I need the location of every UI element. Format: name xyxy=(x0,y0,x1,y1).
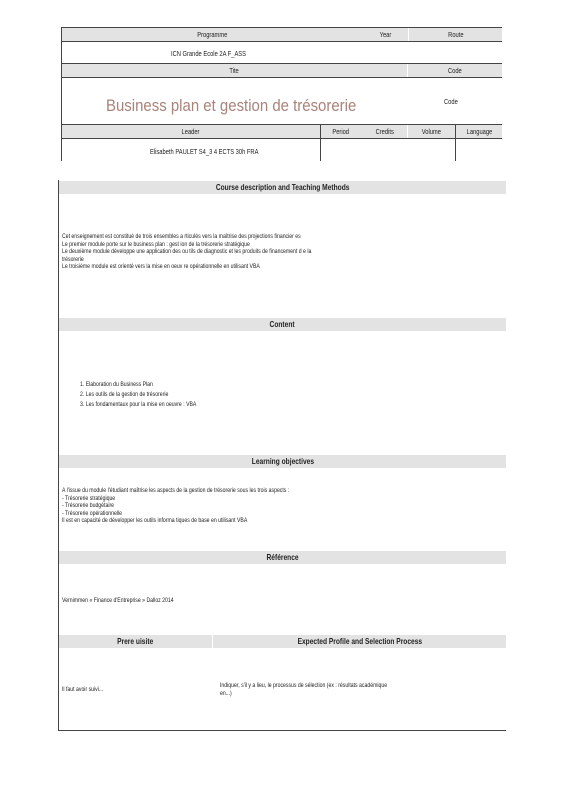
description-heading: Course description and Teaching Methods xyxy=(215,182,350,192)
list-item: 1. Elaboration du Business Plan xyxy=(80,381,153,388)
objectives-text: A l'issue du module l'étudiant maîtrise les aspects de la gestion de trésorerie sous les trois aspects : - Trésorerie stratégique - Trésorerie budgétaire - Trésorerie opérationnelle Il est en capacité de développer les outils informa tiques de base en utilisant VBA xyxy=(62,487,290,525)
content-list xyxy=(80,380,229,410)
list-item: 2. Les outils de la gestion de trésorerie xyxy=(80,391,169,398)
prerequisite-text: Il faut avoir suivi... xyxy=(62,686,104,693)
profile-text: Indiquer, s'il y a lieu, le processus de sélection (ex : résultats académique en...) xyxy=(220,682,388,697)
period-label: Period xyxy=(332,127,350,136)
language-label: Language xyxy=(466,127,492,136)
leader-label: Leader xyxy=(182,127,200,136)
reference-text: Vernimmen « Finance d'Entreprise » Dalloz 2014 xyxy=(62,597,174,604)
credits-label: Credits xyxy=(375,127,395,136)
content-heading: Content xyxy=(269,319,296,329)
programme-label: Programme xyxy=(196,30,228,39)
title-label: Tite xyxy=(229,66,240,75)
course-title: Business plan et gestion de trésorerie xyxy=(106,96,357,115)
route-label: Route xyxy=(448,30,464,39)
year-label: Year xyxy=(379,30,391,39)
code-label: Code xyxy=(448,66,462,75)
volume-label: Volume xyxy=(421,127,441,136)
objectives-heading: Learning objectives xyxy=(251,456,314,466)
list-item: 3. Les fondamentaux pour la mise en oeuvre : VBA xyxy=(80,401,197,408)
code-value: Code xyxy=(444,97,458,106)
prerequisite-heading: Prere uisite xyxy=(117,636,154,646)
reference-heading: Référence xyxy=(266,552,299,562)
programme-value: ICN Grande Ecole 2A F_ASS xyxy=(171,49,246,58)
profile-heading: Expected Profile and Selection Process xyxy=(297,636,422,646)
description-text: Cet enseignement est constitué de trois ensembles a rticulés vers la maîtrise des projections financier es Le premier module porte sur le business plan : gest ion de la trésorerie stratégique Le deuxième module développe une application des ou tils de diagnostic et les produits de financement d e la trésorerie Le troisième module est orienté vers la mise en oeuv re opérationnelle en utilisant VBA xyxy=(62,233,312,271)
leader-value: Elisabeth PAULET S4_3 4 ECTS 30h FRA xyxy=(150,147,259,156)
